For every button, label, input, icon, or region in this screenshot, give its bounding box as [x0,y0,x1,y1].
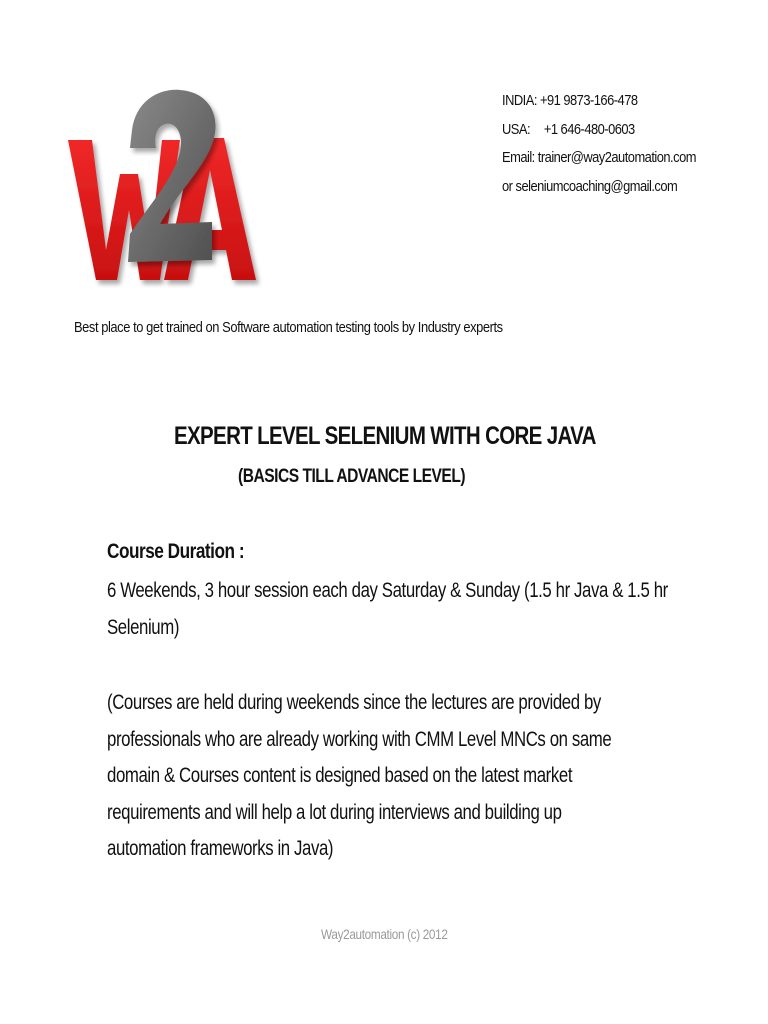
duration-line: Selenium) [107,615,180,639]
usa-phone [502,116,696,145]
course-note-paragraph [107,685,737,868]
note-line: professionals who are already working with CMM Level MNCs on same [107,727,612,751]
tagline: Best place to get trained on Software automation testing tools by Industry experts [74,319,503,336]
email-address: Email: trainer@way2automation.com [502,149,696,166]
duration-line: 6 Weekends, 3 hour session each day Saturday & Sunday (1.5 hr Java & 1.5 hr [107,579,668,602]
footer-text: Way2automation (c) 2012 [320,926,448,942]
w2a-logo [62,82,267,307]
footer-copyright [0,926,768,942]
note-line: (Courses are held during weekends since the lectures are provided by [107,691,601,714]
usa-number: +1 646-480-0603 [543,120,635,138]
india-phone: INDIA: +91 9873-166-478 [502,92,638,109]
note-line: requirements and will help a lot during interviews and building up [107,800,562,824]
usa-label: USA: [502,120,531,138]
note-line: domain & Courses content is designed based on the latest market [107,764,573,787]
course-subtitle: (BASICS TILL ADVANCE LEVEL) [238,466,466,487]
contact-block [502,87,728,201]
course-duration-heading: Course Duration : [107,540,245,563]
course-title: EXPERT LEVEL SELENIUM WITH CORE JAVA [174,422,596,450]
note-line: automation frameworks in Java) [107,837,334,860]
alt-email-address: or seleniumcoaching@gmail.com [502,177,678,195]
course-duration-text [107,573,768,646]
